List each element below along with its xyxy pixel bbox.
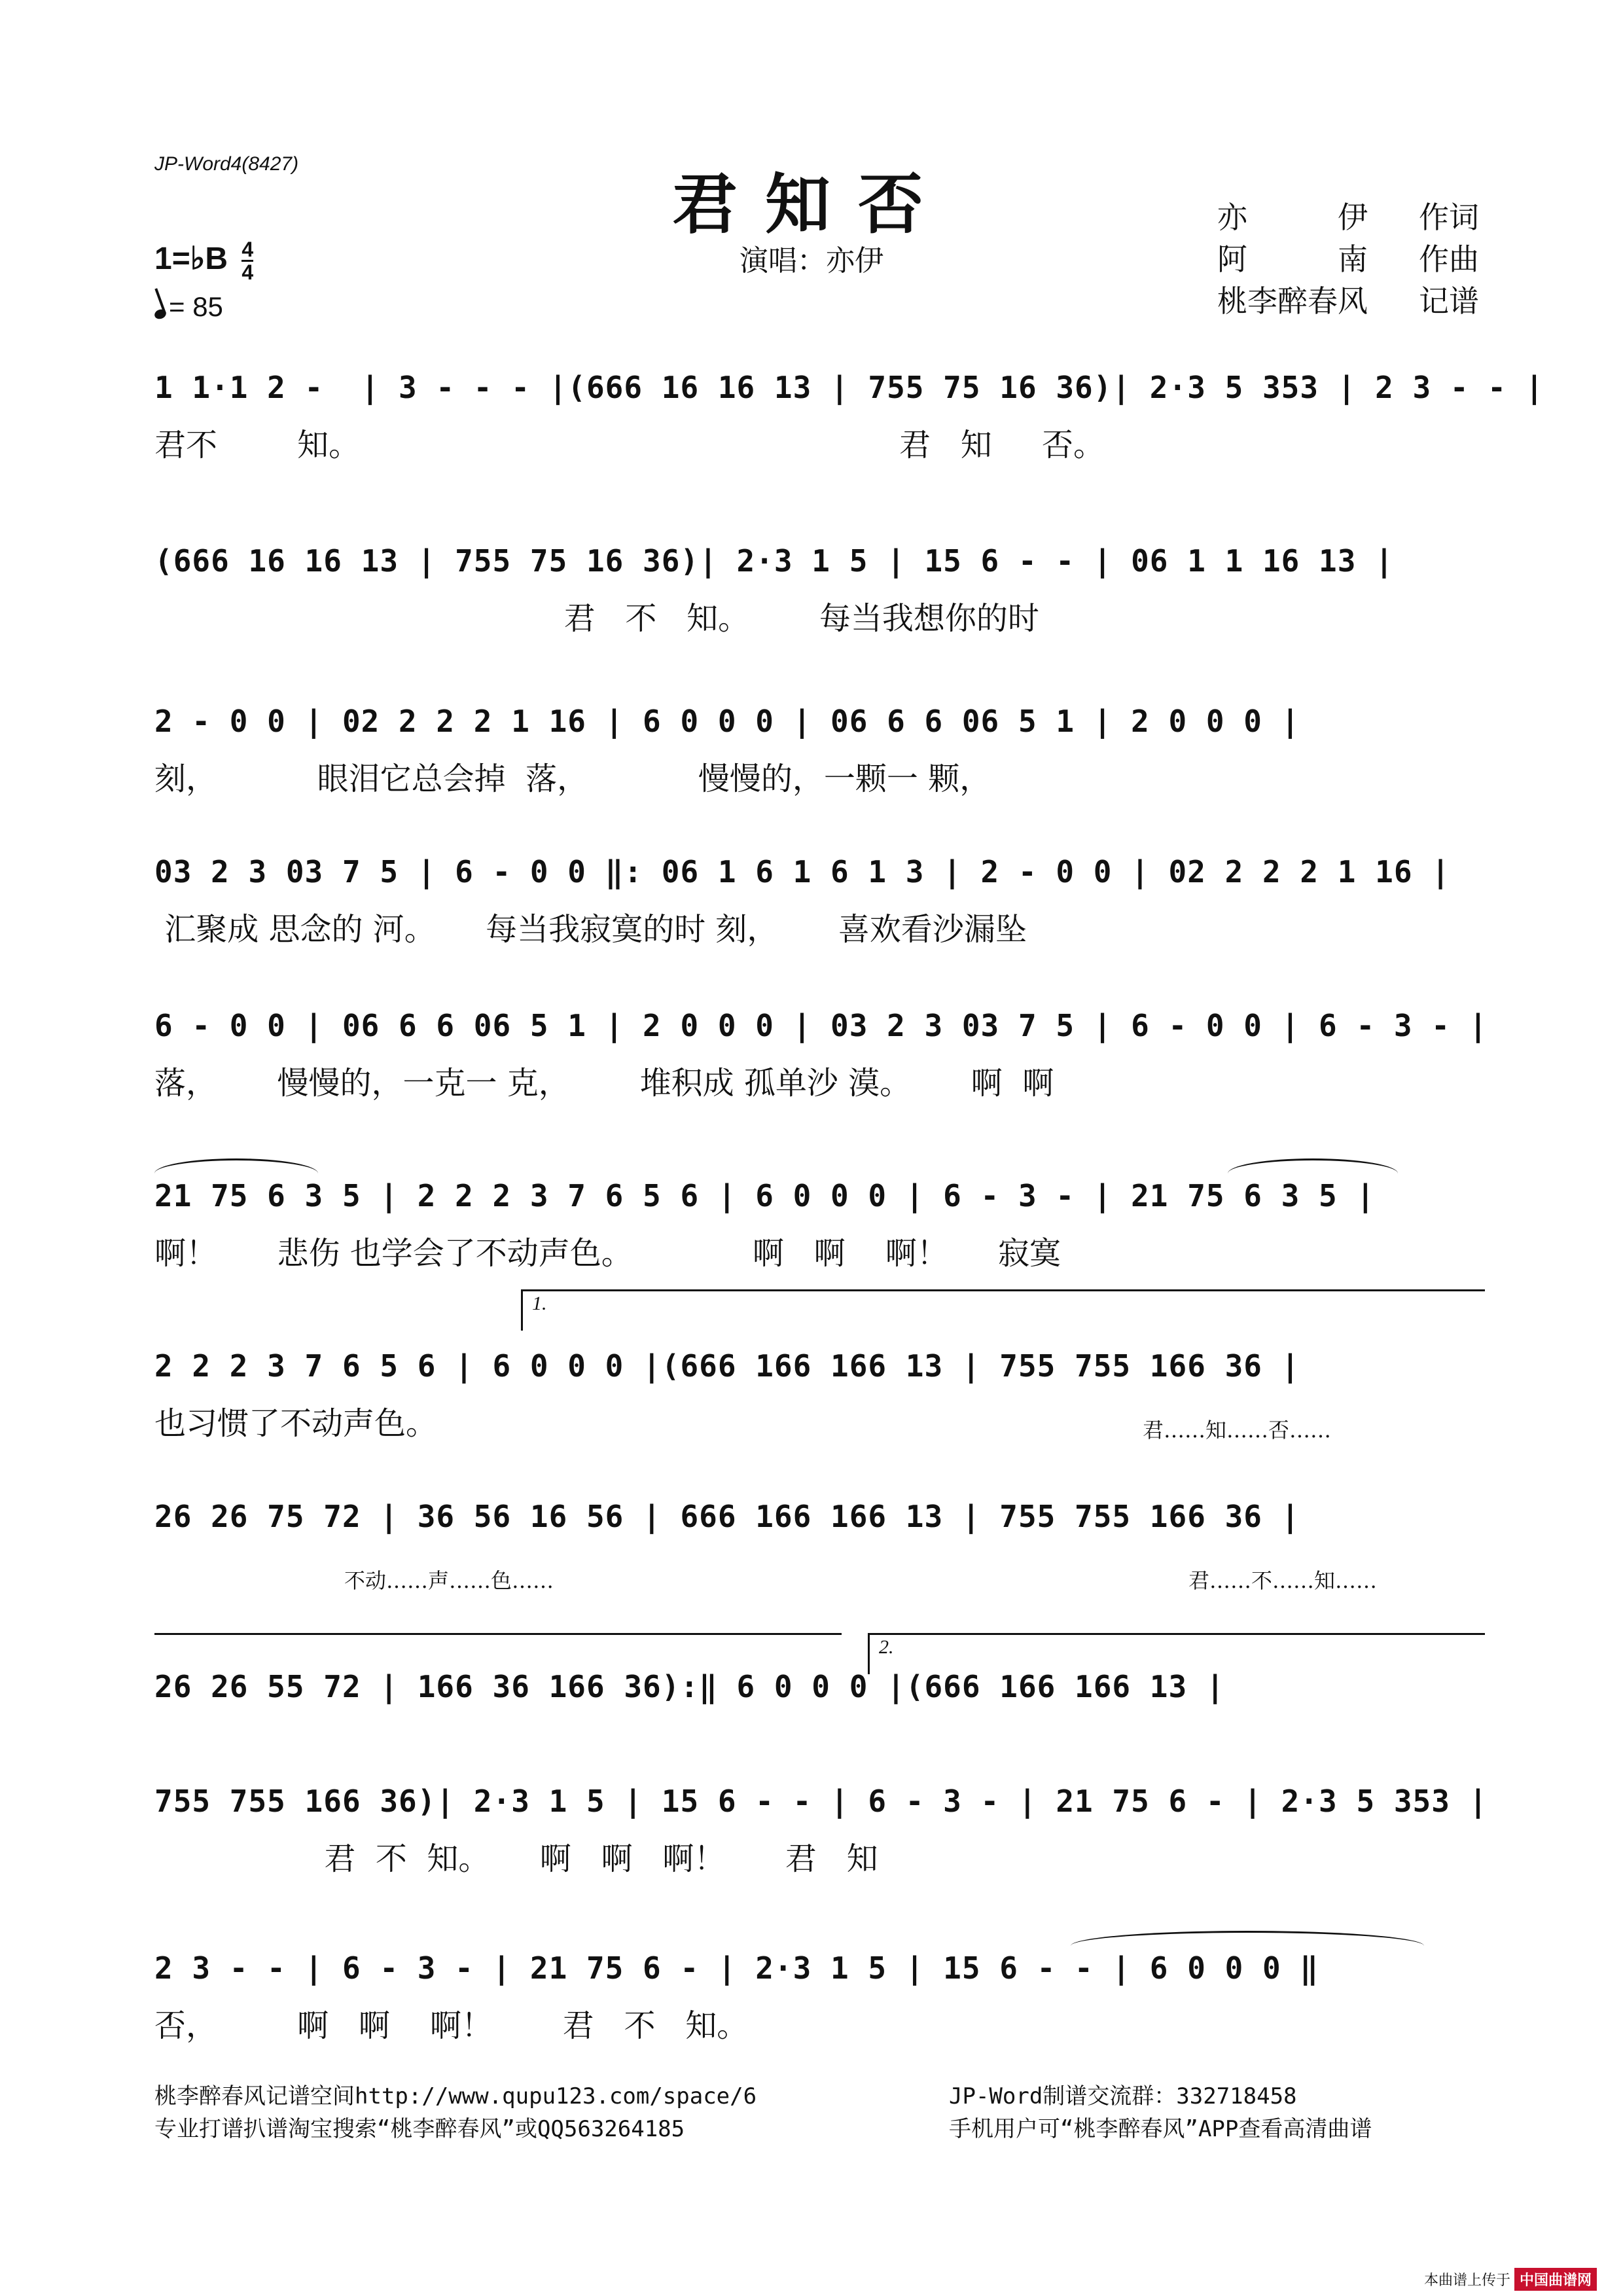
transcriber-credit: 桃李醉春风 记谱	[1217, 283, 1479, 319]
footer-right: JP-Word制谱交流群：332718458 手机用户可“桃李醉春风”APP查看高清曲谱	[949, 2083, 1372, 2142]
volta-1: 1.	[521, 1289, 1485, 1331]
song-title: 君知否	[672, 166, 951, 243]
app-label: JP-Word4(8427)	[154, 153, 299, 175]
quarter-note-icon	[153, 308, 168, 320]
notation: 26 26 55 72 | 166 36 166 36):‖ 6 0 0 0 |(666 166 166 13 |	[154, 1669, 1225, 1704]
score-row-5	[154, 1008, 1488, 1103]
slur	[1228, 1158, 1398, 1174]
notation: 2 2 2 3 7 6 5 6 | 6 0 0 0 |(666 166 166 13 | 755 755 166 36 |	[154, 1348, 1300, 1384]
notation: 2 3 - - | 6 - 3 - | 21 75 6 - | 2·3 1 5 | 15 6 - - | 6 0 0 0 ‖	[154, 1950, 1319, 1986]
score-row-3	[154, 704, 1483, 798]
lyrics: 啊！ 悲伤 也学会了不动声色。 啊 啊 啊！ 寂寞	[154, 1235, 1061, 1272]
tempo-marking: = 85	[154, 291, 223, 323]
lyrics: 否， 啊 啊 啊！ 君 不 知。	[154, 2007, 749, 2044]
score-row-6	[154, 1178, 1483, 1273]
volta-2: 2.	[868, 1633, 1485, 1674]
singer: 演唱：亦伊	[740, 244, 883, 278]
score-row-10	[154, 1784, 1488, 1878]
notation: (666 16 16 13 | 755 75 16 36)| 2·3 1 5 | 15 6 - - | 06 1 1 16 13 |	[154, 543, 1394, 579]
key-signature: 1=♭B $\frac{4}{4}$	[154, 238, 254, 284]
score-row-11	[154, 1950, 1483, 2045]
lyrics: 君不 知。 君 知 否。	[154, 427, 1105, 463]
score-row-7	[154, 1293, 1483, 1443]
time-signature: $\frac{4}{4}$	[241, 238, 254, 284]
lyrics: 君 不 知。 每当我想你的时	[154, 600, 1039, 637]
notation: 26 26 75 72 | 36 56 16 56 | 666 166 166 13 | 755 755 166 36 |	[154, 1499, 1300, 1534]
hum-lyrics: 君……知……否……	[1143, 1418, 1332, 1443]
notation: 1 1·1 2 - | 3 - - - |(666 16 16 13 | 755 75 16 36)| 2·3 5 353 | 2 3 - - |	[154, 370, 1544, 405]
notation: 03 2 3 03 7 5 | 6 - 0 0 ‖: 06 1 6 1 6 1 3 | 2 - 0 0 | 02 2 2 2 1 16 |	[154, 854, 1450, 889]
tie	[1071, 1931, 1424, 1946]
lyrics: 君 不 知。 啊 啊 啊！ 君 知	[154, 1840, 878, 1877]
score-row-4	[154, 854, 1483, 949]
lyrics: 落， 慢慢的，一克一 克， 堆积成 孤单沙 漠。 啊 啊	[154, 1065, 1054, 1102]
notation: 6 - 0 0 | 06 6 6 06 5 1 | 2 0 0 0 | 03 2 3 03 7 5 | 6 - 0 0 | 6 - 3 - |	[154, 1008, 1488, 1043]
upload-stamp: 本曲谱上传于 中国曲谱网	[1424, 2268, 1597, 2291]
hum-lyrics-left: 不动……声……色……	[344, 1568, 554, 1593]
slur	[154, 1158, 318, 1174]
credits	[1217, 196, 1479, 322]
notation: 21 75 6 3 5 | 2 2 2 3 7 6 5 6 | 6 0 0 0 | 6 - 3 - | 21 75 6 3 5 |	[154, 1178, 1376, 1213]
lyricist-credit: 亦 伊 作词	[1217, 200, 1479, 235]
lyrics: 也习惯了不动声色。	[154, 1405, 438, 1442]
lyrics: 刻， 眼泪它总会掉 落， 慢慢的，一颗一 颗，	[154, 761, 991, 797]
notation: 2 - 0 0 | 02 2 2 2 1 16 | 6 0 0 0 | 06 6 6 06 5 1 | 2 0 0 0 |	[154, 704, 1300, 739]
notation: 755 755 166 36)| 2·3 1 5 | 15 6 - - | 6 - 3 - | 21 75 6 - | 2·3 5 353 |	[154, 1784, 1488, 1819]
site-logo: 中国曲谱网	[1514, 2268, 1597, 2291]
lyrics: 汇聚成 思念的 河。 每当我寂寞的时 刻， 喜欢看沙漏坠	[154, 911, 1027, 948]
composer-credit: 阿 南 作曲	[1217, 242, 1479, 277]
volta-1-end	[154, 1633, 842, 1635]
hum-lyrics-right: 君……不……知……	[1188, 1568, 1378, 1593]
score-row-2	[154, 543, 1483, 638]
footer-left: 桃李醉春风记谱空间http://www.qupu123.com/space/6 专业打谱扒谱淘宝搜索“桃李醉春风”或QQ563264185	[154, 2083, 757, 2142]
score-row-8	[154, 1499, 1483, 1593]
score-row-9	[154, 1636, 1483, 1704]
score-row-1	[154, 370, 1544, 465]
